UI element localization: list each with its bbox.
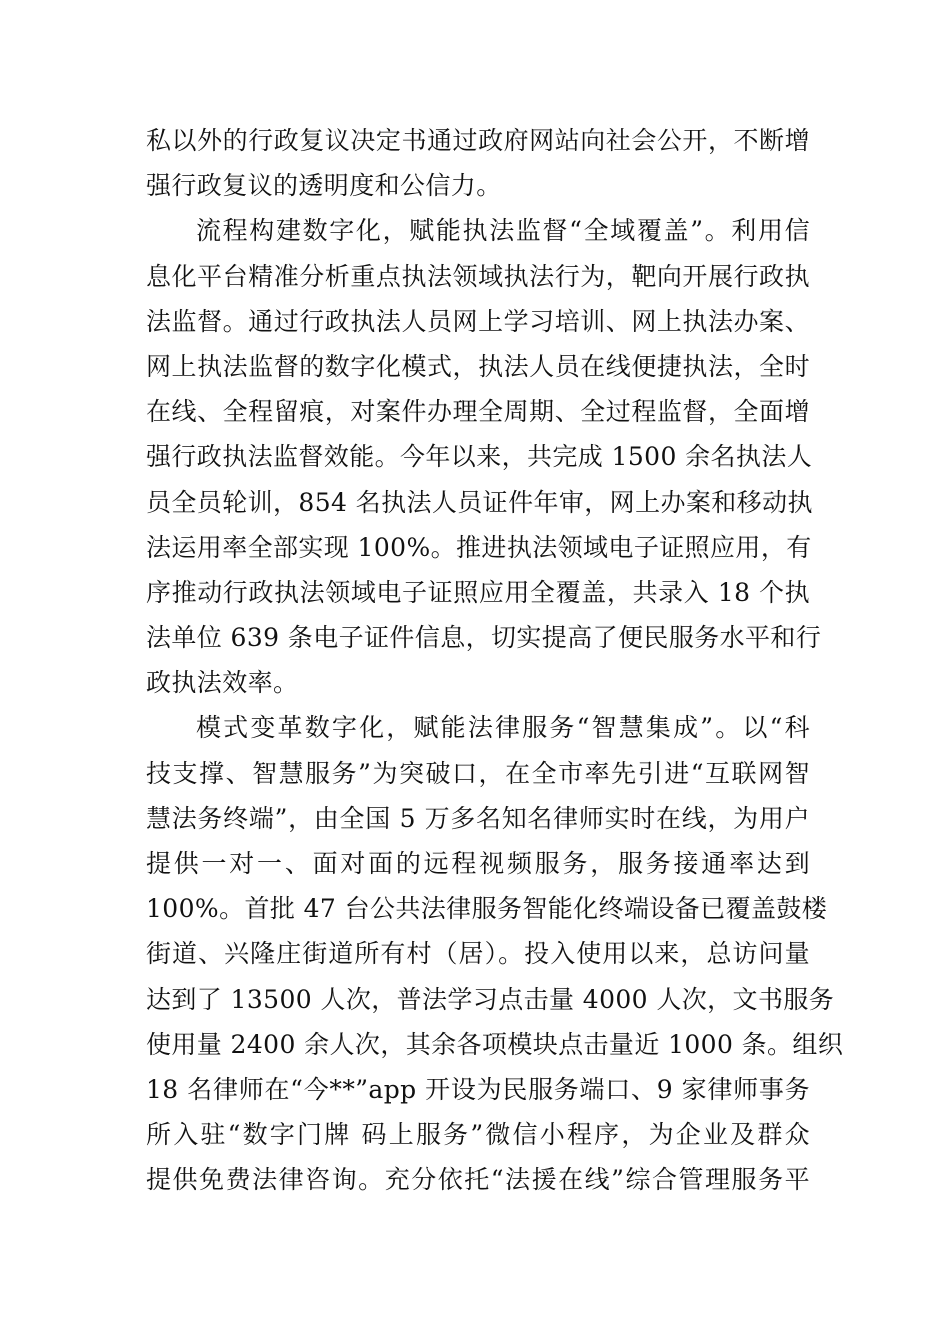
- text-line: 技支撑、智慧服务”为突破口，在全市率先引进“互联网智: [146, 758, 810, 788]
- text-line: 100%。首批 47 台公共法律服务智能化终端设备已覆盖鼓楼: [146, 894, 828, 924]
- text-line: 法监督。通过行政执法人员网上学习培训、网上执法办案、: [146, 306, 810, 336]
- text-line: 流程构建数字化，赋能执法监督“全域覆盖”。利用信: [196, 216, 810, 246]
- text-line: 强行政执法监督效能。今年以来，共完成 1500 余名执法人: [146, 442, 813, 472]
- text-line: 所入驻“数字门牌 码上服务”微信小程序，为企业及群众: [146, 1120, 810, 1150]
- text-line: 息化平台精准分析重点执法领域执法行为，靶向开展行政执: [146, 261, 810, 291]
- text-line: 法单位 639 条电子证件信息，切实提高了便民服务水平和行: [146, 623, 822, 653]
- document-body: [146, 118, 844, 1203]
- text-line: 序推动行政执法领域电子证照应用全覆盖，共录入 18 个执: [146, 577, 810, 607]
- text-line: 18 名律师在“今**”app 开设为民服务端口、9 家律师事务: [146, 1074, 810, 1104]
- text-line: 政执法效率。: [146, 668, 299, 698]
- text-line: 提供一对一、面对面的远程视频服务，服务接通率达到: [146, 849, 810, 878]
- text-line: 达到了 13500 人次，普法学习点击量 4000 人次，文书服务: [146, 984, 835, 1014]
- text-line: 私以外的行政复议决定书通过政府网站向社会公开，不断增: [146, 126, 810, 155]
- text-line: 提供免费法律咨询。充分依托“法援在线”综合管理服务平: [146, 1165, 810, 1195]
- text-line: 强行政复议的透明度和公信力。: [146, 171, 502, 201]
- text-line: 模式变革数字化，赋能法律服务“智慧集成”。以“科: [196, 713, 810, 743]
- text-line: 网上执法监督的数字化模式，执法人员在线便捷执法，全时: [146, 351, 810, 381]
- text-line: 在线、全程留痕，对案件办理全周期、全过程监督，全面增: [146, 397, 810, 427]
- text-line: 使用量 2400 余人次，其余各项模块点击量近 1000 条。组织: [146, 1029, 844, 1059]
- text-line: 街道、兴隆庄街道所有村（居）。投入使用以来，总访问量: [146, 939, 810, 969]
- text-line: 慧法务终端”，由全国 5 万多名知名律师实时在线，为用户: [146, 803, 810, 833]
- text-line: 员全员轮训，854 名执法人员证件年审，网上办案和移动执: [146, 487, 813, 517]
- text-line: 法运用率全部实现 100%。推进执法领域电子证照应用，有: [146, 532, 812, 562]
